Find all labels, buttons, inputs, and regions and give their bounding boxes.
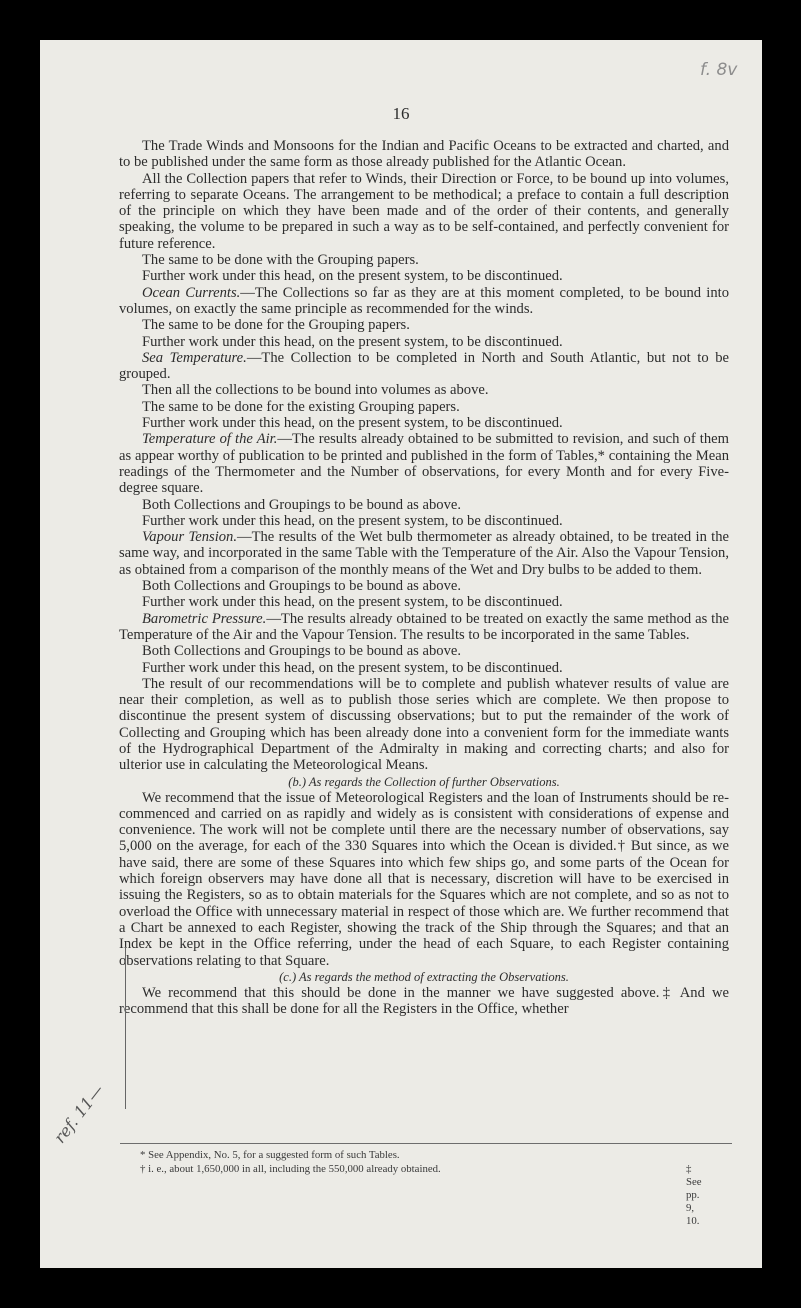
paragraph: All the Collection papers that refer to Winds, their Direction or Force, to be bound up into volumes, referring to separate Oceans. The arrangement to be methodical; a preface to contain a full description of the principle on which they have been made and of the order of their contents, and generally speaking, the volume to be prepared in such a way as to be self-contained, and perfectly convenient for future reference. [119,170,729,252]
paragraph: Further work under this head, on the present system, to be discontinued. [142,512,563,529]
margin-sideline [125,947,126,1109]
footnote: * See Appendix, No. 5, for a suggested form of such Tables. [140,1149,400,1161]
paragraph-text: —The results already obtained to be treated on exactly the same method as the Temperature of the Air and the Vapour Tension. The results to be incorporated in the same Tables. [119,610,730,643]
paragraph: Both Collections and Groupings to be bound as above. [142,578,461,595]
section-term: Temperature of the Air. [142,431,278,448]
paragraph: The Trade Winds and Monsoons for the Indian and Pacific Oceans to be extracted and charted, and to be published under the same form as those already published for the Atlantic Ocean. [119,138,729,171]
page-number: 16 [392,104,410,123]
paragraph [119,350,729,383]
footnote-text: ‡ See pp. 9, 10. [686,1163,702,1227]
archive-folio-mark: f. 8v [700,60,738,80]
paragraph: The same to be done for the existing Grouping papers. [142,398,460,415]
paragraph: Further work under this head, on the present system, to be discontinued. [142,333,563,350]
paragraph: Further work under this head, on the present system, to be discontinued. [142,594,563,611]
footnote-text: † i. e., about 1,650,000 in all, including the 550,000 already obtained. [140,1163,441,1175]
paragraph-text: —The results of the Wet bulb thermometer as already obtained, to be treated in the same way, and incorporated in the same Table with the Temperature of the Air. Also the Vapour Tension, as obtained from a comparison of the monthly means of the Wet and Dry bulbs to be added to them. [119,529,729,578]
paragraph: Further work under this head, on the present system, to be discontinued. [142,268,563,285]
paragraph: Further work under this head, on the present system, to be discontinued. [142,415,563,432]
paragraph [119,285,729,318]
paragraph: The same to be done with the Grouping papers. [142,252,419,269]
section-term: Sea Temperature. [142,349,247,366]
paragraph [119,431,729,496]
footnote [140,1163,702,1227]
paragraph-text: —The Collection to be completed in North and South Atlantic, but not to be grouped. [119,349,729,383]
section-term: Ocean Currents. [142,284,241,301]
section-term: Barometric Pressure. [142,610,267,627]
paragraph: Further work under this head, on the present system, to be discontinued. [142,659,563,676]
section-term: Vapour Tension. [142,529,237,546]
paragraph [119,611,729,644]
paragraph: Both Collections and Groupings to be bound as above. [142,496,461,513]
paragraph-text: —The Collections so far as they are at this moment completed, to be bound into volumes, on exactly the same principle as recommended for the winds. [119,284,729,317]
document-page [40,40,762,1268]
paragraph: Then all the collections to be bound into volumes as above. [142,382,489,399]
handwritten-annotation: ref. 11— [50,1080,108,1147]
paragraph [119,529,729,578]
section-heading: (b.) As regards the Collection of further Observations. [288,774,560,789]
paragraph: We recommend that this should be done in the manner we have suggested above.‡ And we recommend that this shall be done for all the Registers in the Office, whether [119,984,729,1018]
footnote-rule [120,1143,732,1144]
section-heading: (c.) As regards the method of extracting the Observations. [279,969,569,984]
page-body [119,138,729,1017]
paragraph-text: —The results already obtained to be submitted to revision, and such of them as appear worthy of publication to be printed and published in the form of Tables,* containing the Mean readings of the Thermometer and the Number of observations, for every Month and for every Five-degree square. [119,431,729,497]
paragraph: The same to be done for the Grouping papers. [142,317,410,334]
paragraph: Both Collections and Groupings to be bound as above. [142,643,461,660]
paragraph: The result of our recommendations will be to complete and publish whatever results of value are near their completion, as well as to publish those series which are complete. We then propose to discontinue the present system of discussing observations; but to put the remainder of the work of Collecting and Grouping which has been already done into a convenient form for the immediate wants of the Hydrographical Department of the Admiralty in making and correcting charts; and also for ulterior use in calculating the Meteorological Means. [119,675,729,774]
paragraph: We recommend that the issue of Meteorological Registers and the loan of Instruments should be re-commenced and carried on as rapidly and widely as is consistent with considerations of expense and convenience. The work will not be complete until there are the necessary number of observations, say 5,000 on the average, for each of the 330 Squares into which the Ocean is divided.† But since, as we have said, there are some of these Squares into which few ships go, and some parts of the Ocean for which foreign observers may have done all that is necessary, discretion will have to be exercised in issuing the Registers, so as to obtain materials for the Squares which are not complete, and so as not to overload the Office with unnecessary material in respect of those which are. We further recommend that a Chart be annexed to each Register, showing the track of the Ship through the Squares; and that an Index be kept in the Office referring, under the head of each Square, to each Register containing observations relating to that Square. [119,789,729,969]
